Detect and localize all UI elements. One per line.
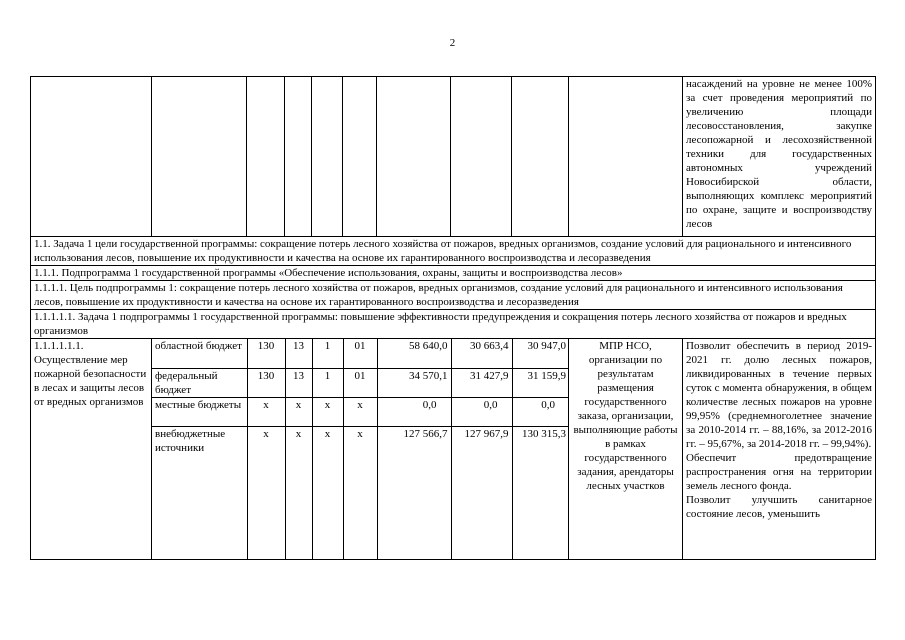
subprogram-text: 1.1.1. Подпрограмма 1 государственной программы «Обеспечение использования, охраны, защиты и воспроизводства лесов»	[31, 266, 876, 281]
value-cell: 30 947,0	[512, 339, 569, 368]
task-1-1-row	[31, 237, 876, 266]
value-cell: 31 159,9	[512, 368, 569, 397]
funding-row	[152, 426, 569, 559]
funding-source: федеральный бюджет	[152, 368, 247, 397]
code-cell: x	[285, 426, 312, 559]
code-cell: x	[312, 426, 343, 559]
code-cell: x	[343, 426, 377, 559]
goal-row	[31, 281, 876, 310]
goal-text: 1.1.1.1. Цель подпрограммы 1: сокращение потерь лесного хозяйства от пожаров, вредных организмов, создание условий для рационального и интенсивного использования лесов, повышение их продуктивности и качества на основе их гарантированного воспроизводства и лесоразведения	[31, 281, 876, 310]
funding-source: местные бюджеты	[152, 397, 247, 426]
code-cell: 13	[285, 368, 312, 397]
task-subprogram-row	[31, 310, 876, 339]
program-table	[30, 76, 876, 560]
funding-table	[152, 339, 569, 559]
funding-row	[152, 339, 569, 368]
code-cell: 01	[343, 368, 377, 397]
code-cell: 1	[312, 368, 343, 397]
value-cell: 31 427,9	[451, 368, 512, 397]
value-cell: 58 640,0	[377, 339, 451, 368]
measure-name: 1.1.1.1.1.1. Осуществление мер пожарной безопасности в лесах и защиты лесов от вредных организмов	[31, 339, 152, 560]
funding-row	[152, 397, 569, 426]
value-cell: 130 315,3	[522, 427, 566, 440]
funding-source: внебюджетные источники	[152, 426, 247, 559]
value-cell: 127 967,9	[451, 426, 512, 559]
code-cell: 1	[312, 339, 343, 368]
funding-source: областной бюджет	[152, 339, 247, 368]
code-cell: 130	[247, 339, 285, 368]
task-1-1-text: 1.1. Задача 1 цели государственной программы: сокращение потерь лесного хозяйства от пожаров, вредных организмов, создание условий для рационального и интенсивного использования лесов, повышение их продуктивности и качества на основе их гарантированного воспроизводства и лесоразведения	[31, 237, 876, 266]
code-cell: x	[247, 397, 285, 426]
result-paragraph: Обеспечит предотвращение распространения огня на территории земель лесного фонда.	[686, 452, 872, 492]
code-cell: x	[343, 397, 377, 426]
subprogram-row	[31, 266, 876, 281]
measure-row	[31, 339, 876, 560]
page-number: 2	[449, 37, 456, 49]
value-cell: 127 566,7	[377, 426, 451, 559]
result-cell	[683, 339, 876, 560]
code-cell: 130	[247, 368, 285, 397]
value-cell: 30 663,4	[451, 339, 512, 368]
code-cell: x	[247, 426, 285, 559]
value-cell: 0,0	[451, 397, 512, 426]
value-cell: 0,0	[512, 397, 569, 426]
code-cell: x	[312, 397, 343, 426]
code-cell: x	[285, 397, 312, 426]
carryover-row	[31, 77, 876, 237]
value-cell: 34 570,1	[377, 368, 451, 397]
executors-text: МПР НСО, организации по результатам размещения государственного заказа, организации, выполняющие работы в рамках государственного задания, арендаторы лесных участков	[569, 339, 683, 560]
code-cell: 01	[343, 339, 377, 368]
result-paragraph: Позволит обеспечить в период 2019-2021 гг. долю лесных пожаров, ликвидированных в течение первых суток с момента обнаружения, в общем количестве лесных пожаров на уровне 99,95% (среднемноголетнее значение за 2010-2014 гг. – 88,16%, за 2012-2016 гг. – 95,67%, за 2014-2018 гг. – 99,94%).	[686, 340, 872, 450]
task-subprogram-text: 1.1.1.1.1. Задача 1 подпрограммы 1 государственной программы: повышение эффективности предупреждения и сокращения потерь лесного хозяйства от пожаров и вредных организмов	[31, 310, 876, 339]
value-cell: 0,0	[377, 397, 451, 426]
result-paragraph: Позволит улучшить санитарное состояние лесов, уменьшить	[686, 494, 872, 520]
code-cell: 13	[285, 339, 312, 368]
funding-row	[152, 368, 569, 397]
carryover-text: насаждений на уровне не менее 100% за счет проведения мероприятий по увеличению площади лесовосстановления, закупке лесопожарной и лесохозяйственной техники для государственных автономных учреждений Новосибирской области, выполняющих комплекс мероприятий по охране, защите и воспроизводству лесов	[683, 77, 876, 237]
